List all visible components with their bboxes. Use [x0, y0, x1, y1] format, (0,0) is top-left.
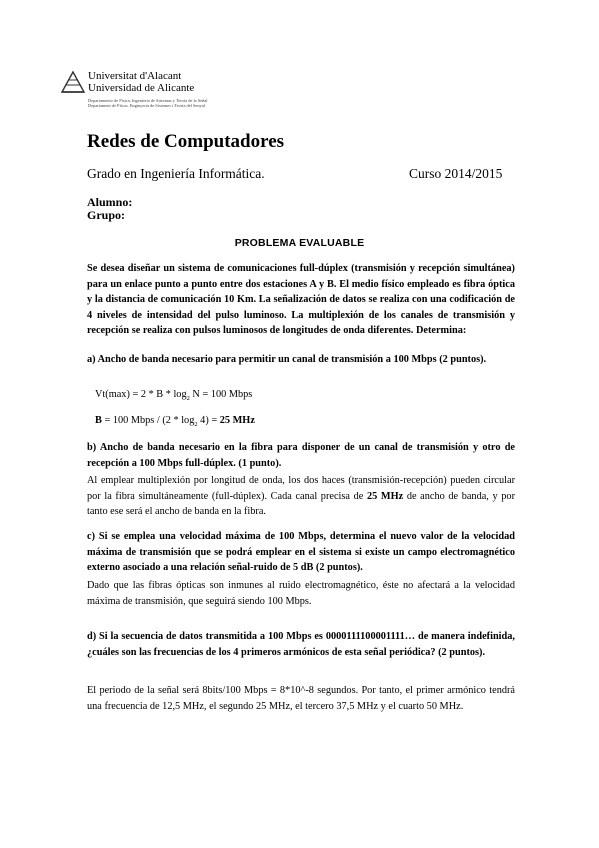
answer-b-text-end: de ancho de banda, y por tanto ese será el ancho de banda en la fibra. [87, 490, 516, 517]
department-line-2: Departament de Física, Enginyeria de Sistemes i Teoria del Senyal [88, 103, 205, 109]
answer-d: El periodo de la señal será 8bits/100 Mbps = 8*10^-8 segundos. Por tanto, el primer armónico tendrá una frecuencia de 12,5 MHz, el segundo 25 MHz, el tercero 37,5 MHz y el cuarto 50 MHz. [87, 685, 515, 712]
formula-bandwidth-text: = 100 Mbps / (2 * log [101, 415, 195, 426]
formula-vtmax-result: N = 100 Mbps [189, 389, 253, 400]
formula-bandwidth [95, 415, 255, 428]
university-name-spanish: Universidad de Alicante [88, 82, 195, 94]
formula-bandwidth-eq: 4) = [197, 415, 220, 426]
answer-b-highlight: 25 MHz [366, 490, 404, 502]
question-d: d) Si la secuencia de datos transmitida a 100 Mbps es 0000111100001111… de manera indefinida, ¿cuáles son las frecuencias de los 4 primeros armónicos de esta señal periódica? (2 puntos). [87, 631, 515, 658]
question-b: b) Ancho de banda necesario en la fibra para disponer de un canal de transmisión y otro de recepción a 100 Mbps full-dúplex. (1 punto). [87, 442, 515, 469]
document-title: Redes de Computadores [87, 131, 285, 152]
grupo-label: Grupo: [87, 208, 126, 222]
answer-b-text: Al emplear multiplexión por longitud de onda, los dos haces (transmisión-recepción) pueden circular por la fibra simultáneamente (full-dúplex). Cada canal precisa de [87, 475, 515, 502]
formula-vtmax-text: Vt(max) = 2 * B * log [95, 389, 187, 400]
formula-vtmax [95, 389, 252, 402]
formula-bandwidth-var: B [95, 415, 102, 426]
department-line-1: Departamento de Física, Ingeniería de Sistemas y Teoría de la Señal [88, 98, 208, 103]
alumno-label: Alumno: [87, 195, 133, 209]
question-c: c) Si se emplea una velocidad máxima de 100 Mbps, determina el nuevo valor de la velocidad máxima de transmisión que se podrá emplear en el sistema si existe un campo electromagnético externo asociado a una relación señal-ruido de 5 dB (2 puntos). [87, 531, 515, 573]
university-name-valencian: Universitat d'Alacant [88, 70, 182, 82]
university-logo-icon [60, 68, 86, 96]
formula-bandwidth-sub: 2 [194, 421, 198, 429]
degree-name: Grado en Ingeniería Informática. [87, 166, 265, 181]
answer-c: Dado que las fibras ópticas son inmunes al ruido electromagnético, éste no afectará a la velocidad máxima de transmisión, que seguirá siendo 100 Mbps. [87, 580, 515, 607]
question-a: a) Ancho de banda necesario para permitir un canal de transmisión a 100 Mbps (2 puntos). [87, 354, 487, 365]
department-text [88, 98, 238, 108]
answer-b [87, 473, 515, 520]
course-year: Curso 2014/2015 [409, 166, 503, 181]
formula-bandwidth-result: 25 MHz [219, 415, 255, 426]
formula-vtmax-sub: 2 [186, 395, 190, 403]
problem-heading: PROBLEMA EVALUABLE [234, 237, 365, 249]
problem-intro: Se desea diseñar un sistema de comunicaciones full-dúplex (transmisión y recepción simultánea) para un enlace punto a punto entre dos estaciones A y B. El medio físico empleado es fibra óptica y la distancia de comunicación 10 Km. La señalización de datos se realiza con una codificación de 4 niveles de intensidad del pulso luminoso. La multiplexión de los canales de transmisión y recepción se realiza con pulsos luminosos de longitudes de onda diferentes. Determina: [87, 263, 515, 336]
